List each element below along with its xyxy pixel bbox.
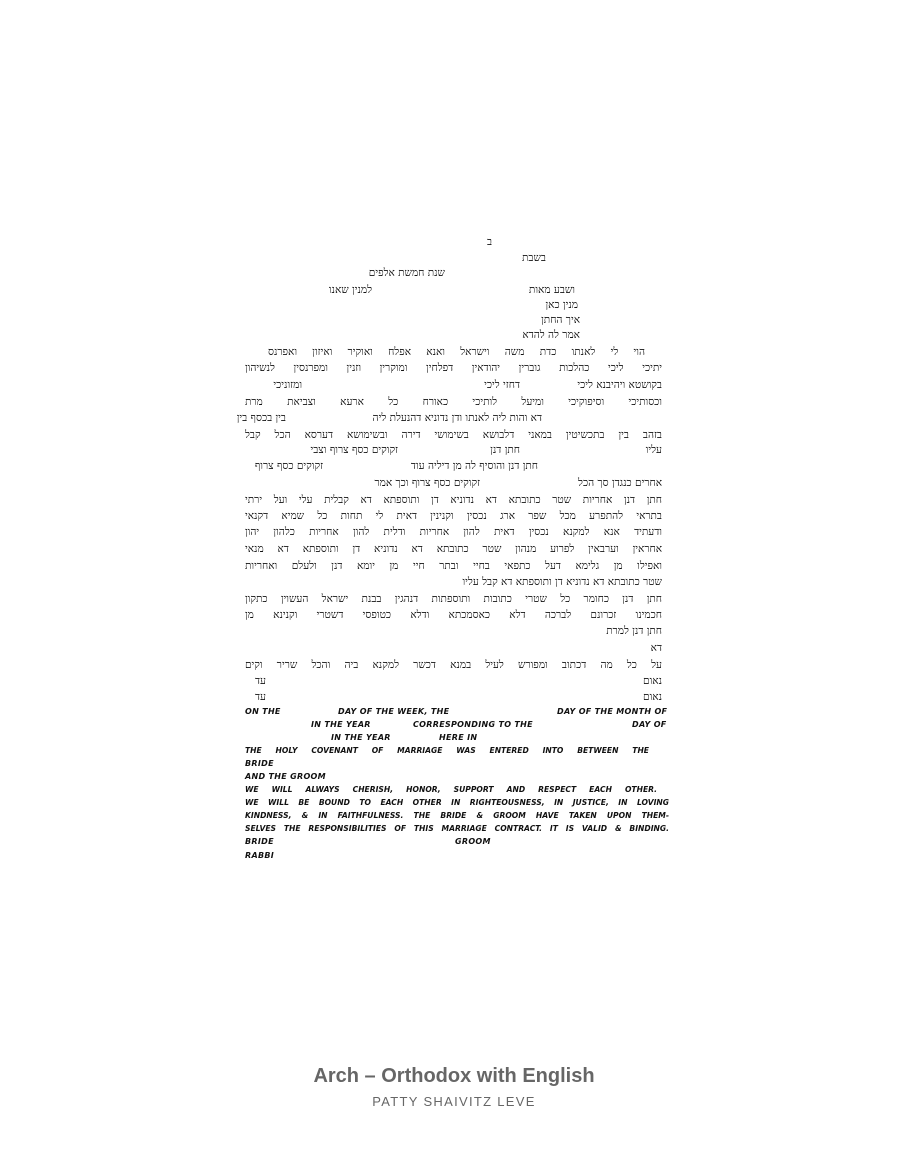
english-line: KINDNESS, & IN FAITHFULNESS. THE BRIDE & GROOM HAVE TAKEN UPON THEM- <box>245 811 669 820</box>
hebrew-line: חתן דנן והוסיף לה מן דיליה עוד <box>410 460 538 472</box>
hebrew-line: זקוקים כסף צרוף <box>254 460 323 472</box>
hebrew-line: חתן דנן כחומר כל שטרי כתובות ותוספתות דנהגין בבנת ישראל העשוין כתקון <box>245 593 662 605</box>
hebrew-line: חתן דנן <box>490 444 520 456</box>
hebrew-line: זקוקים כסף צרוף וכך אמר <box>374 477 480 489</box>
hebrew-line: בקושטא ויהיבנא ליכי <box>577 379 662 391</box>
english-line: DAY OF THE MONTH OF <box>557 707 668 716</box>
rabbi-signature-label: RABBI <box>245 851 275 860</box>
product-title: Arch – Orthodox with English <box>313 1065 595 1087</box>
groom-signature-label: GROOM <box>455 837 491 846</box>
hebrew-line: ומזוניכי <box>273 379 302 391</box>
hebrew-line: זקוקים כסף צרוף וצבי <box>310 444 398 456</box>
artist-name: PATTY SHAIVITZ LEVE <box>372 1094 536 1109</box>
hebrew-line: מנין כאן <box>545 299 578 311</box>
english-line: WE WILL ALWAYS CHERISH, HONOR, SUPPORT AND RESPECT EACH OTHER. <box>245 785 657 794</box>
witness-line-1 <box>0 674 908 690</box>
hebrew-line: ודעתיד אנא למקנא נכסין דאית להון אחריות ודלית להון אחריות כלהון יהון <box>245 526 662 538</box>
hebrew-line: חתן דנן למרת <box>606 625 662 637</box>
witness-line-2 <box>0 690 908 706</box>
hebrew-line: וכסותיכי וסיפוקיכי ומיעל לותיכי כאורח כל ארעא וצביאת מרת <box>245 396 662 408</box>
hebrew-line: יתיכי ליכי כהלכות גוברין יהודאין דפלחין ומוקרין וזנין ומפרנסין לנשיהון <box>245 362 662 374</box>
hebrew-line: דחזי ליכי <box>484 379 520 391</box>
hebrew-line: חתן דנן אחריות שטר כתובתא דא נדוניא דן ותוספתא דא קבלית עלי ועל ירתי <box>245 494 662 506</box>
hebrew-line: שנת חמשת אלפים <box>368 267 445 279</box>
english-line: DAY OF <box>632 720 667 729</box>
witness-word: עד <box>255 691 266 703</box>
english-line: IN THE YEAR <box>331 733 391 742</box>
hebrew-line: בשבת <box>522 252 546 264</box>
hebrew-line: בתראי להתפרע מכל שפר ארג נכסין וקנינין דאית לי תחות כל שמיא דקנאי <box>245 510 662 522</box>
hebrew-line: בין בכסף בין <box>236 412 286 424</box>
english-line: HERE IN <box>439 733 478 742</box>
bride-signature-label: BRIDE <box>245 837 274 846</box>
english-line: IN THE YEAR <box>311 720 371 729</box>
hebrew-line: הוי לי לאנתו כדת משה וישראל ואנא אפלח ואוקיר ואיזון ואפרנס <box>268 346 645 358</box>
witness-label: נאום <box>643 691 662 703</box>
english-line: ON THE <box>245 707 281 716</box>
hebrew-line: למנין שאנו <box>328 284 372 296</box>
english-line: CORRESPONDING TO THE <box>413 720 533 729</box>
hebrew-line: אחרים כנגדן סך הכל <box>578 477 662 489</box>
hebrew-line: ב <box>486 236 492 248</box>
english-line: DAY OF THE WEEK, THE <box>338 707 450 716</box>
english-line: THE HOLY COVENANT OF MARRIAGE WAS ENTERED INTO BETWEEN THE <box>245 746 649 755</box>
hebrew-line: דא <box>650 642 662 654</box>
hebrew-line: עליו <box>645 444 662 456</box>
witness-word: עד <box>255 675 266 687</box>
english-line: SELVES THE RESPONSIBILITIES OF THIS MARRIAGE CONTRACT. IT IS VALID & BINDING. <box>245 824 669 833</box>
hebrew-line: איך החתן <box>541 314 580 326</box>
hebrew-line: ואפילו מן גלימא דעל כתפאי בחיי ובתר חיי מן יומא דנן ולעלם ואחריות <box>245 560 662 572</box>
hebrew-line: ושבע מאות <box>528 284 575 296</box>
hebrew-line: אמר לה להדא <box>522 329 580 341</box>
hebrew-line: אחראין וערבאין לפרוע מנהון שטר כתובתא דא נדוניא דן ותוספתא דא מנאי <box>245 543 662 555</box>
english-line: AND THE GROOM <box>245 772 326 781</box>
hebrew-line: שטר כתובתא דא נדוניא דן ותוספתא דא קבל עליו <box>462 576 662 588</box>
english-line: WE WILL BE BOUND TO EACH OTHER IN RIGHTEOUSNESS, IN JUSTICE, IN LOVING <box>245 798 669 807</box>
hebrew-line: בזהב בין בתכשיטין במאני דלבושא בשימושי דירה ובשימושא דערסא הכל קבל <box>245 429 662 441</box>
hebrew-line: דא והות ליה לאנתו ודן נדוניא דהנעלת ליה <box>372 412 542 424</box>
hebrew-line: חכמינו זכרונם לברכה דלא כאסמכתא ודלא כטופסי דשטרי וקנינא מן <box>245 609 662 621</box>
hebrew-line: על כל מה דכתוב ומפורש לעיל במנא דכשר למקנא ביה והכל שריר וקים <box>245 659 662 671</box>
english-line: BRIDE <box>245 759 274 768</box>
witness-label: נאום <box>643 675 662 687</box>
